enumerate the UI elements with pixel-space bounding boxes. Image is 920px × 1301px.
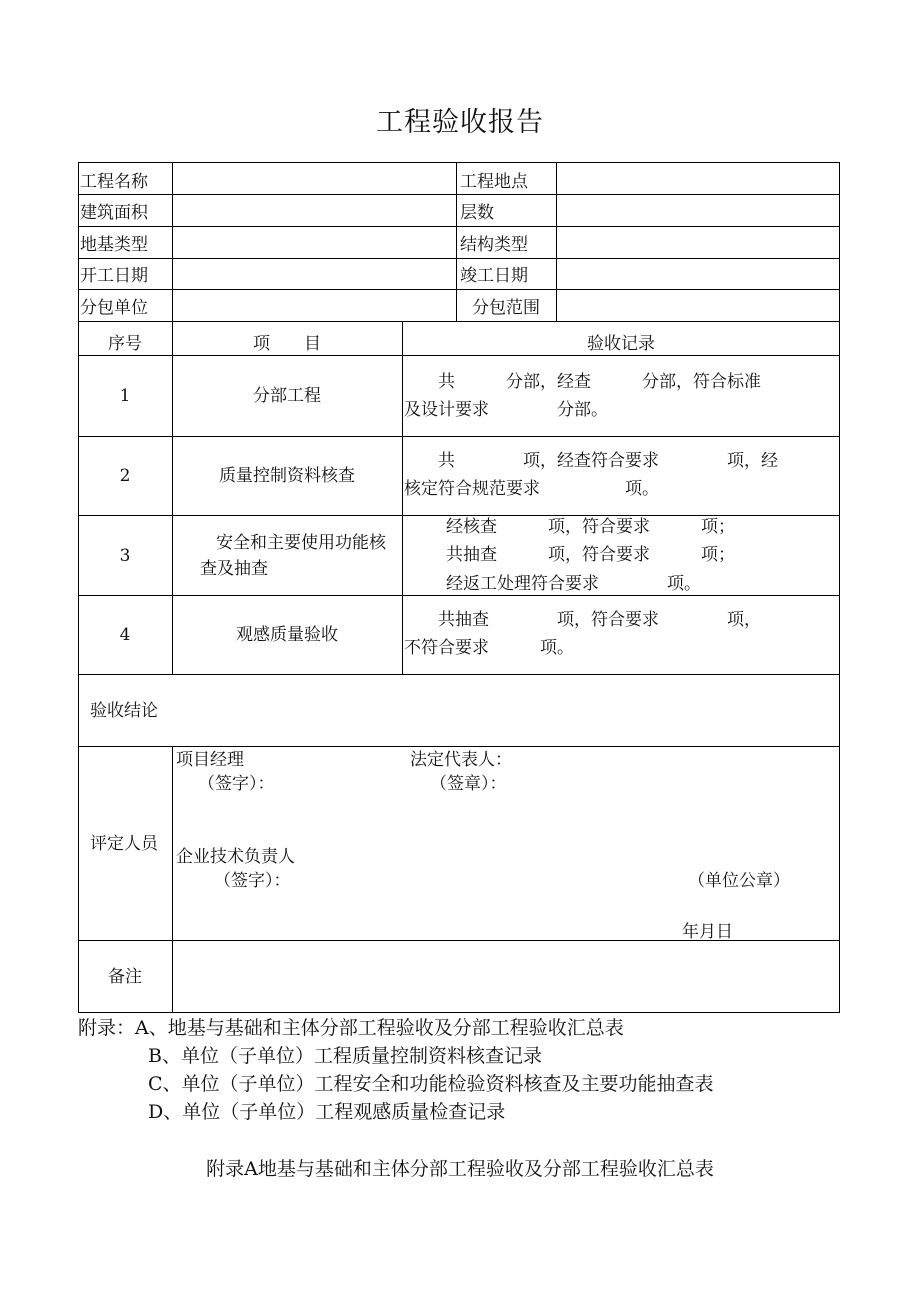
item-record-line: 共抽查 项，符合要求 项； [446, 545, 735, 565]
page-title: 工程验收报告 [376, 107, 544, 138]
row-divider [78, 226, 840, 227]
column-divider [556, 162, 557, 321]
item-record-line: 经核查 项，符合要求 项； [446, 517, 735, 537]
legal-rep-sign: （签章）： [430, 774, 507, 794]
item-seq: 4 [119, 625, 131, 645]
item-record-line: 及设计要求 分部。 [404, 400, 608, 420]
company-seal: （单位公章） [688, 871, 790, 891]
project-manager-label: 项目经理 [176, 750, 244, 770]
column-divider [456, 162, 457, 321]
conclusion-label: 验收结论 [90, 701, 158, 721]
item-record-line: 共 项，经查符合要求 项，经 [404, 451, 778, 471]
header-record: 验收记录 [587, 334, 655, 354]
item-name: 质量控制资料核查 [219, 466, 355, 486]
item-record-line: 核定符合规范要求 项。 [404, 479, 659, 499]
appendix-line-c: C、单位（子单位）工程安全和功能检验资料核查及主要功能抽查表 [148, 1073, 714, 1095]
row-divider [78, 194, 840, 195]
appendix-line-b: B、单位（子单位）工程质量控制资料核查记录 [148, 1045, 542, 1067]
info-label-project-name: 工程名称 [80, 172, 148, 192]
appendix-a-heading: 附录A地基与基础和主体分部工程验收及分部工程验收汇总表 [206, 1158, 714, 1180]
item-record-line: 经返工处理符合要求 项。 [446, 574, 701, 594]
item-name-line: 查及抽查 [200, 559, 268, 579]
column-divider [402, 321, 403, 674]
item-seq: 3 [119, 546, 131, 566]
row-divider [78, 355, 840, 356]
header-seq: 序号 [108, 334, 142, 354]
info-label-structure-type: 结构类型 [460, 235, 528, 255]
info-label-completion-date: 竣工日期 [460, 266, 528, 286]
item-name-line: 安全和主要使用功能核 [216, 533, 386, 553]
info-label-subcontract-scope: 分包范围 [472, 298, 540, 318]
item-seq: 1 [119, 386, 131, 406]
appendix-line-a: 附录：A、地基与基础和主体分部工程验收及分部工程验收汇总表 [78, 1017, 624, 1039]
info-label-foundation-type: 地基类型 [80, 235, 148, 255]
info-label-start-date: 开工日期 [80, 266, 148, 286]
row-divider [78, 258, 840, 259]
row-divider [78, 436, 840, 437]
column-divider [172, 162, 173, 674]
info-label-floors: 层数 [460, 203, 494, 223]
info-label-subcontractor: 分包单位 [80, 298, 148, 318]
project-manager-sign: （签字）： [198, 774, 275, 794]
remarks-label: 备注 [108, 967, 142, 987]
item-name: 观感质量验收 [236, 625, 338, 645]
evaluators-label: 评定人员 [90, 834, 158, 854]
info-label-floor-area: 建筑面积 [80, 203, 148, 223]
tech-head-sign: （签字）： [214, 871, 291, 891]
row-divider [78, 746, 840, 747]
info-label-project-location: 工程地点 [460, 172, 528, 192]
item-record-line: 共 分部，经查 分部，符合标准 [404, 372, 761, 392]
item-record-line: 共抽查 项，符合要求 项， [404, 610, 761, 630]
item-name: 分部工程 [253, 386, 321, 406]
column-divider [172, 746, 173, 1013]
row-divider [78, 321, 840, 322]
legal-rep-label: 法定代表人： [410, 750, 512, 770]
sign-date: 年月日 [682, 922, 733, 942]
tech-head-label: 企业技术负责人 [176, 847, 295, 867]
row-divider [78, 674, 840, 675]
header-item: 项 目 [253, 334, 321, 354]
item-record-line: 不符合要求 项。 [404, 638, 574, 658]
appendix-line-d: D、单位（子单位）工程观感质量检查记录 [148, 1101, 506, 1123]
row-divider [78, 595, 840, 596]
row-divider [78, 289, 840, 290]
item-seq: 2 [119, 466, 131, 486]
